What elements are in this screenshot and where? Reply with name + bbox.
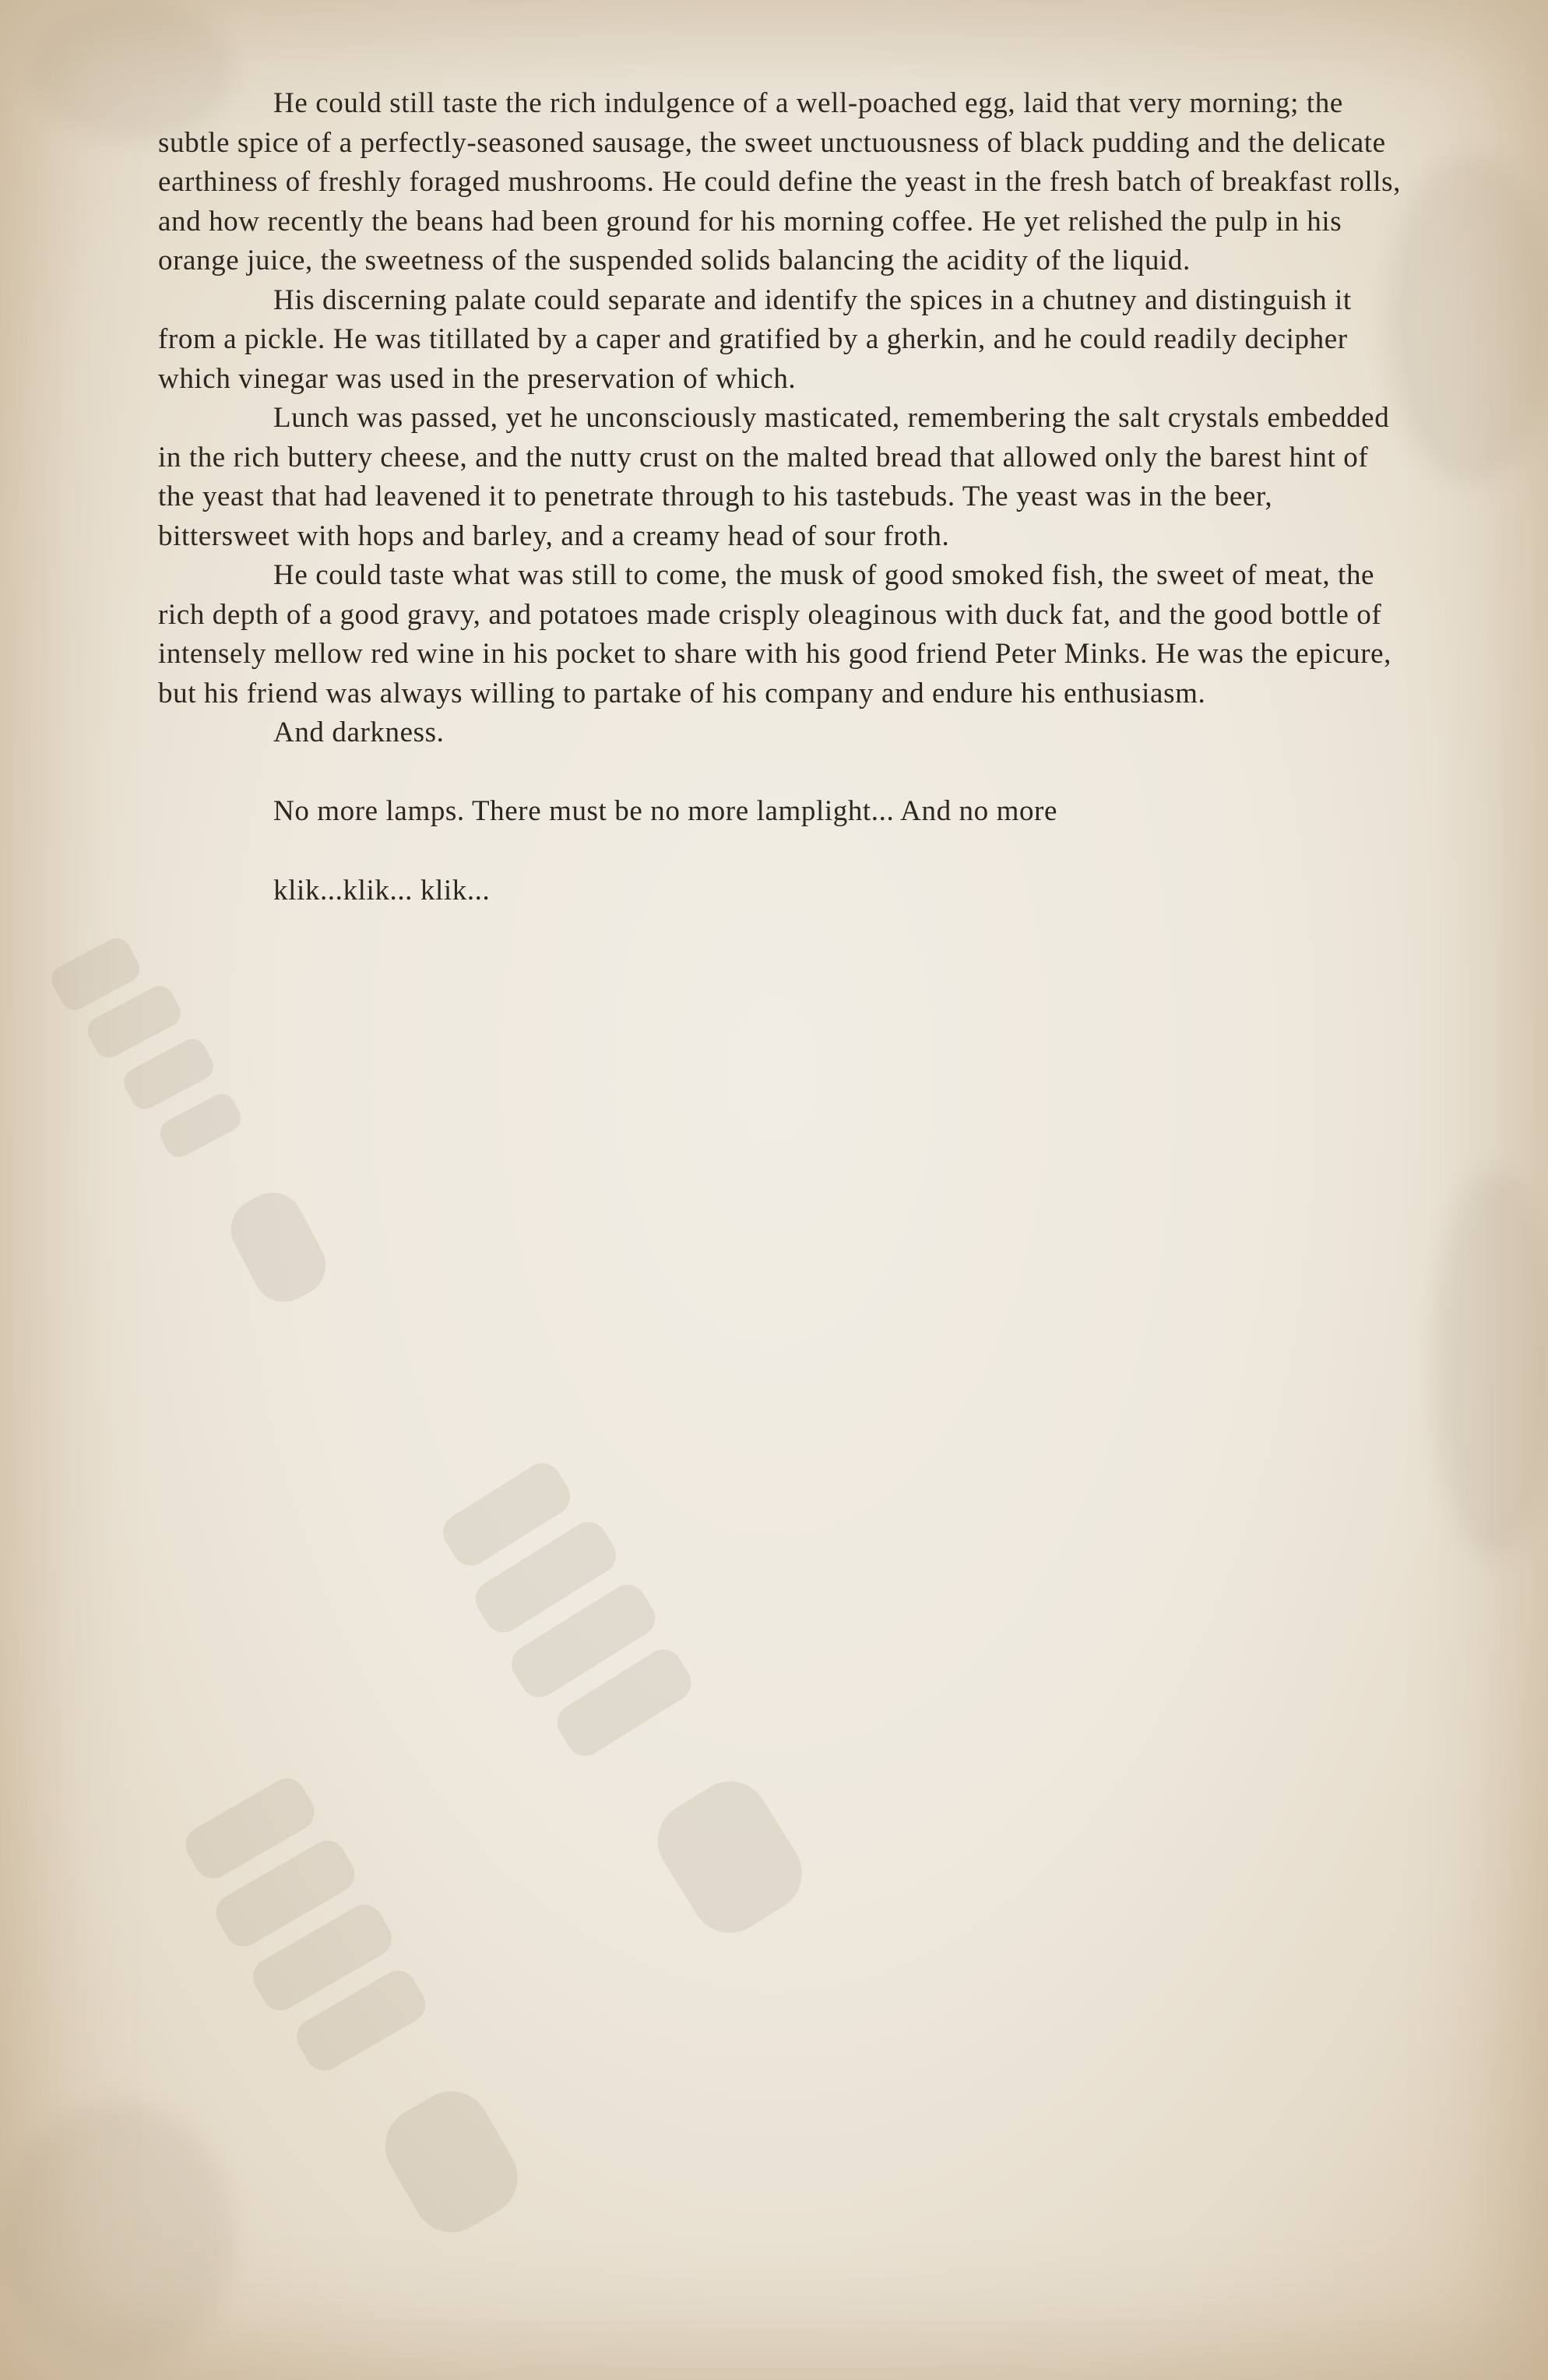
bootprint-heel [371, 2077, 532, 2246]
line-klik: klik...klik... klik... [273, 875, 491, 907]
story-text [158, 84, 1404, 911]
bootprint-heel [643, 1766, 817, 1947]
bootprint-tread [155, 1090, 245, 1162]
line-no-more-lamps: No more lamps. There must be no more lamplight... And no more [273, 794, 1058, 827]
paragraph-lunch: Lunch was passed, yet he unconsciously masticated, remembering the salt crystals embedded in the rich buttery cheese, and the nutty crust on the malted bread that allowed only the barest hint of the yeast that had leavened it to penetrate through to his tastebuds. The yeast was in the beer, bittersweet with hops and barley, and a creamy head of sour froth. [158, 402, 1390, 552]
paragraph-breakfast: He could still taste the rich indulgence of a well-poached egg, laid that very morning; the subtle spice of a perfectly-seasoned sausage, the sweet unctuousness of black pudding and the delicate earthiness of freshly foraged mushrooms. He could define the yeast in the fresh batch of breakfast rolls, and how recently the beans had been ground for his morning coffee. He yet relished the pulp in his orange juice, the sweetness of the suspended solids balancing the acidity of the liquid. [158, 87, 1401, 276]
bootprint-heel [220, 1181, 337, 1312]
paragraph-dinner: He could taste what was still to come, the musk of good smoked fish, the sweet of meat, the rich depth of a good gravy, and potatoes made crisply oleaginous with duck fat, and the good bottle of intensely mellow red wine in his pocket to share with his good friend Peter Minks. He was the epicure, but his friend was always willing to partake of his company and endure his enthusiasm. [158, 559, 1392, 709]
paragraph-darkness: And darkness. [273, 716, 445, 748]
paragraph-palate: His discerning palate could separate and identify the spices in a chutney and distinguish it from a pickle. He was titillated by a caper and gratified by a gherkin, and he could readily decipher which vinegar was used in the preservation of which. [158, 283, 1352, 395]
